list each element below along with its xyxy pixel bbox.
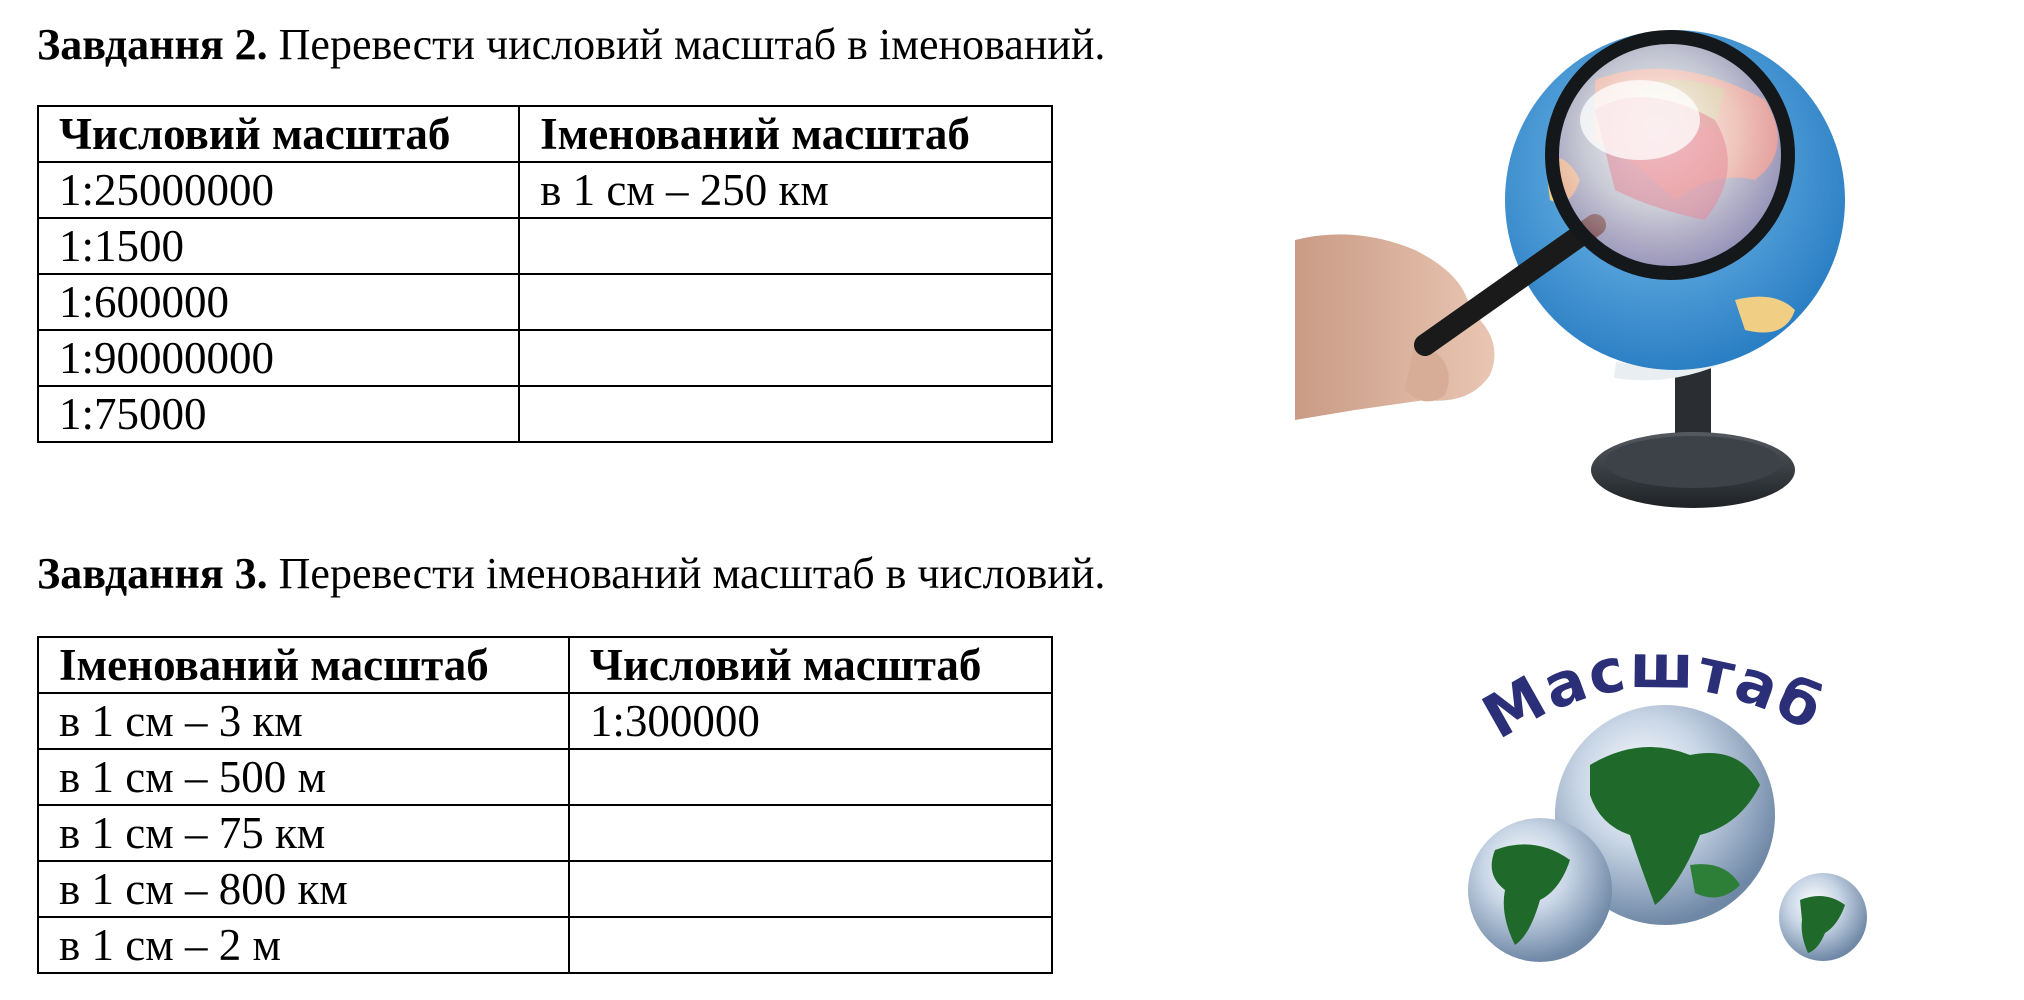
table-cell: в 1 см – 3 км [38,693,569,749]
task3-table [37,636,1053,974]
scale-logo-text: Масштаб [1471,635,1836,754]
table-cell: 1:1500 [38,218,519,274]
globes-logo-icon [1440,635,1880,975]
table-cell[interactable]: 1:300000 [569,693,1052,749]
table-cell: в 1 см – 2 м [38,917,569,973]
table-cell[interactable] [519,386,1052,442]
table-row [38,218,1052,274]
task2-label: Завдання 2. [37,20,268,69]
table-header-row [38,106,1052,162]
table-row [38,274,1052,330]
table-header-row [38,637,1052,693]
table-cell: в 1 см – 800 км [38,861,569,917]
column-header: Числовий масштаб [569,637,1052,693]
table-row [38,861,1052,917]
table-cell: 1:75000 [38,386,519,442]
table-cell: 1:25000000 [38,162,519,218]
column-header: Іменований масштаб [38,637,569,693]
table-row [38,917,1052,973]
table-cell[interactable] [519,274,1052,330]
column-header: Іменований масштаб [519,106,1052,162]
task2-table [37,105,1053,443]
table-row [38,693,1052,749]
task3-label: Завдання 3. [37,549,268,598]
table-row [38,386,1052,442]
table-row [38,805,1052,861]
table-cell[interactable] [519,218,1052,274]
globe-with-magnifier-icon [1295,10,1895,530]
table-cell[interactable] [569,861,1052,917]
table-row [38,330,1052,386]
task3-text: Перевести іменований масштаб в числовий. [278,549,1106,598]
table-row [38,749,1052,805]
table-cell: в 1 см – 500 м [38,749,569,805]
column-header: Числовий масштаб [38,106,519,162]
table-cell[interactable] [519,330,1052,386]
table-cell[interactable] [569,749,1052,805]
table-cell[interactable]: в 1 см – 250 км [519,162,1052,218]
task2-text: Перевести числовий масштаб в іменований. [278,20,1106,69]
table-cell: 1:90000000 [38,330,519,386]
table-cell: 1:600000 [38,274,519,330]
table-cell[interactable] [569,917,1052,973]
table-cell: в 1 см – 75 км [38,805,569,861]
table-cell[interactable] [569,805,1052,861]
task3-heading [37,546,1105,602]
task2-heading [37,17,1105,73]
table-row [38,162,1052,218]
